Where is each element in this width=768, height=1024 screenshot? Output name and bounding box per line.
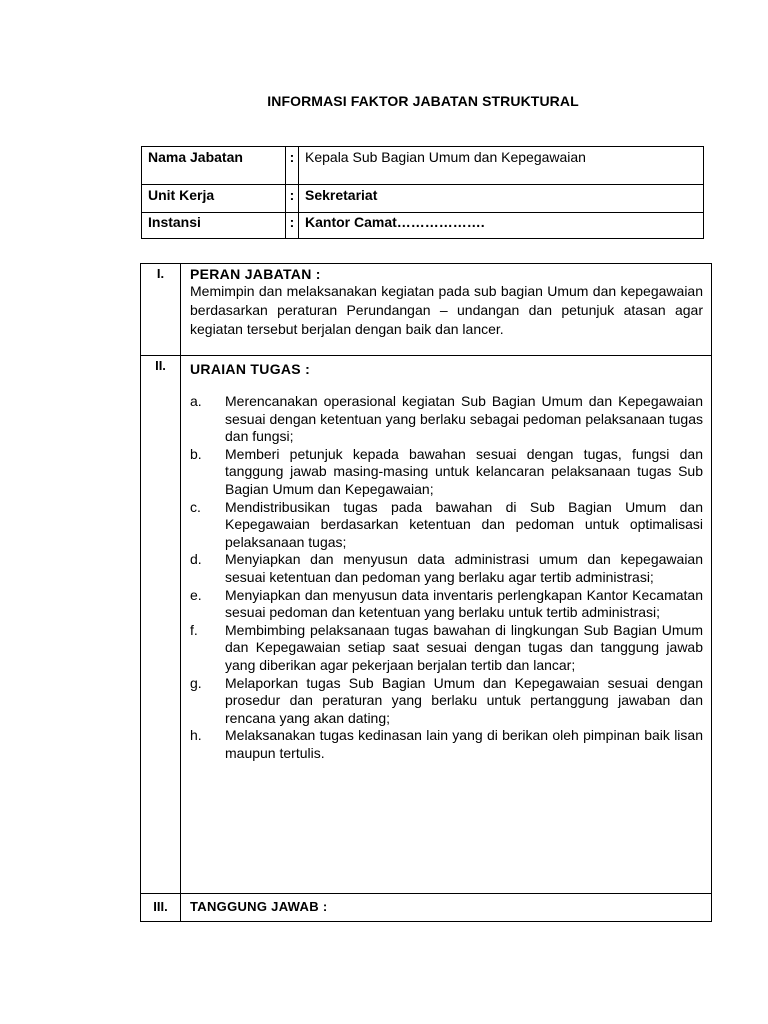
- list-text: Memberi petunjuk kepada bawahan sesuai dengan tugas, fungsi dan tanggung jawab masing-masing untuk kelancaran pelaksanaan tugas Sub Bagian Umum dan Kepegawaian;: [225, 445, 703, 497]
- list-marker: e.: [190, 586, 202, 603]
- list-marker: h.: [190, 727, 202, 744]
- identity-label: Nama Jabatan: [142, 147, 286, 185]
- identity-colon: :: [286, 213, 299, 239]
- identity-value: Kantor Camat……………….: [299, 213, 704, 239]
- identity-value: Kepala Sub Bagian Umum dan Kepegawaian: [299, 147, 704, 185]
- list-marker: f.: [190, 621, 198, 638]
- identity-label: Instansi: [142, 213, 286, 239]
- identity-row-unit-kerja: [142, 185, 704, 213]
- list-item: [190, 446, 703, 499]
- identity-table: [141, 146, 704, 239]
- list-marker: g.: [190, 674, 202, 691]
- list-item: [190, 587, 703, 622]
- list-text: Mendistribusikan tugas pada bawahan di Sub Bagian Umum dan Kepegawaian berdasarkan ketentuan dan pedoman untuk optimalisasi pelaksanaan tugas;: [225, 498, 703, 550]
- list-item: [190, 551, 703, 586]
- list-item: [190, 675, 703, 728]
- section-tanggung-jawab: [141, 894, 712, 922]
- list-item: [190, 393, 703, 446]
- list-item: [190, 622, 703, 675]
- section-heading: PERAN JABATAN :: [190, 266, 321, 282]
- identity-value: Sekretariat: [299, 185, 704, 213]
- section-uraian-tugas: [141, 356, 712, 894]
- identity-colon: :: [286, 185, 299, 213]
- identity-row-instansi: [142, 213, 704, 239]
- list-text: Melaksanakan tugas kedinasan lain yang di berikan oleh pimpinan baik lisan maupun tertulis.: [225, 727, 703, 761]
- section-heading: TANGGUNG JAWAB :: [190, 899, 328, 914]
- list-item: [190, 727, 703, 762]
- section-number: III.: [141, 894, 181, 922]
- list-marker: b.: [190, 445, 202, 462]
- list-text: Menyiapkan dan menyusun data administrasi umum dan kepegawaian sesuai ketentuan dan pedoman yang berlaku agar tertib administrasi;: [225, 551, 703, 585]
- identity-label: Unit Kerja: [142, 185, 286, 213]
- document-title: INFORMASI FAKTOR JABATAN STRUKTURAL: [267, 93, 579, 109]
- section-paragraph: Memimpin dan melaksanakan kegiatan pada sub bagian Umum dan kepegawaian berdasarkan peraturan Perundangan – undangan dan petunjuk atasan agar kegiatan tersebut berjalan dengan baik dan lancer.: [190, 283, 703, 337]
- section-number: I.: [141, 264, 181, 356]
- list-marker: c.: [190, 498, 201, 515]
- list-text: Menyiapkan dan menyusun data inventaris perlengkapan Kantor Kecamatan sesuai pedoman dan ketentuan yang berlaku untuk tertib administrasi;: [225, 586, 703, 621]
- list-marker: d.: [190, 551, 202, 568]
- job-info-table: [140, 263, 712, 922]
- list-marker: a.: [190, 393, 202, 409]
- identity-row-nama-jabatan: [142, 147, 704, 185]
- list-text: Membimbing pelaksanaan tugas bawahan di lingkungan Sub Bagian Umum dan Kepegawaian setiap saat sesuai dengan tugas dan tanggung jawab yang diberikan agar pekerjaan berjalan tertib dan lancar;: [225, 621, 703, 673]
- identity-colon: :: [286, 147, 299, 185]
- section-peran-jabatan: [141, 264, 712, 356]
- section-number: II.: [141, 356, 181, 894]
- list-item: [190, 499, 703, 552]
- list-text: Merencanakan operasional kegiatan Sub Bagian Umum dan Kepegawaian sesuai dengan ketentuan yang berlaku sebagai pedoman pelaksanaan tugas dan fungsi;: [225, 393, 703, 445]
- section-heading: URAIAN TUGAS :: [190, 361, 311, 377]
- list-text: Melaporkan tugas Sub Bagian Umum dan Kepegawaian sesuai dengan prosedur dan peraturan yang berlaku untuk pertanggung jawaban dan rencana yang akan dating;: [225, 674, 703, 726]
- task-list: [190, 393, 703, 762]
